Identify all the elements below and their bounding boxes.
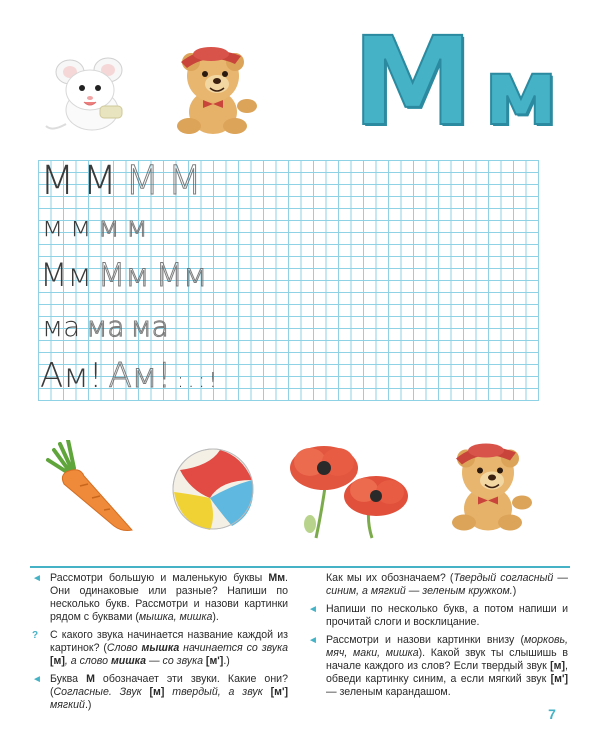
section-divider [30, 566, 570, 568]
practice-letter: м [70, 210, 93, 243]
practice-row-5 [40, 356, 227, 396]
practice-letter-pair: Мм [40, 256, 92, 294]
instruction-text: ). [212, 611, 219, 623]
practice-syllable: ма [42, 310, 81, 343]
practice-letter: м [42, 210, 65, 243]
instruction-text: [м] [50, 655, 65, 667]
practice-letter-traced: М [167, 158, 205, 204]
ball-illustration [170, 446, 256, 532]
practice-letter-traced: м [98, 210, 121, 243]
instruction-text: Слово [106, 642, 142, 654]
practice-letter: М [40, 158, 77, 204]
instruction-text: ) [512, 585, 517, 597]
instruction-text: мышка [141, 642, 180, 654]
teddy-bear-illustration-bottom [440, 434, 540, 539]
instruction-text: твердый, а звук [164, 686, 271, 698]
practice-letter-traced: М [125, 158, 162, 204]
practice-row-4 [42, 310, 175, 343]
mouse-illustration [42, 52, 147, 142]
instruction-text: — зеленым карандашом. [326, 686, 451, 698]
instruction-paragraph [30, 572, 288, 624]
practice-row-3 [40, 256, 213, 294]
instruction-text: начинается со звука [179, 642, 288, 654]
question-marker-icon: ? [32, 630, 39, 641]
instruction-text: Мм [268, 572, 286, 584]
poppies-illustration [286, 440, 416, 540]
instruction-text: . Они одинаковые или разные? Напиши по несколько букв. Рассмотри и назови картинки рядом с буквами ( [50, 572, 288, 623]
instructions-right-column [306, 572, 568, 704]
big-letter-lower: м [483, 39, 559, 146]
page-number: 7 [548, 706, 556, 722]
triangle-marker-icon: ◄ [32, 674, 42, 685]
instruction-text: [м] [149, 686, 165, 698]
instruction-text: обозначает эти звуки. Какие они? ( [50, 673, 288, 698]
instruction-text: Твердый согласный — синим, а мягкий — зеленым кружком. [326, 572, 569, 597]
instruction-text: , обведи картинку синим, а если мягкий звук [326, 660, 568, 685]
instruction-text: мишка [110, 655, 147, 667]
triangle-marker-icon: ◄ [32, 573, 42, 584]
instruction-text: Буква [50, 673, 87, 685]
triangle-marker-icon: ◄ [308, 635, 318, 646]
triangle-marker-icon: ◄ [308, 604, 318, 615]
practice-exclamation: Ам! [40, 356, 103, 396]
writing-practice-grid [38, 160, 539, 401]
practice-letter: М [82, 158, 120, 204]
instruction-text: [м'] [550, 673, 568, 685]
instruction-text: Рассмотри и назови картинки внизу ( [326, 634, 525, 646]
instruction-text: .) [223, 655, 230, 667]
instruction-text: Рассмотри большую и маленькую буквы [50, 572, 269, 584]
instruction-text: [м] [550, 660, 566, 672]
carrot-illustration [40, 440, 140, 535]
instruction-text: С какого звука начинается название каждой из картинок? ( [50, 629, 288, 654]
practice-row-2 [42, 210, 155, 243]
instruction-paragraph [30, 629, 288, 668]
instruction-text: , а слово [64, 655, 111, 667]
instruction-text: Согласные. Звук [53, 686, 150, 698]
practice-row-1 [40, 158, 210, 204]
instruction-text: Напиши по несколько букв, а потом напиши и прочитай слоги и восклицание. [326, 603, 568, 628]
practice-letter-traced: м [126, 210, 149, 243]
instruction-paragraph [306, 572, 568, 598]
teddy-bear-illustration-top [165, 40, 265, 140]
big-letter-upper: М [352, 11, 472, 153]
instruction-text: .) [84, 699, 92, 711]
instruction-text: М [86, 673, 95, 685]
practice-syllable-traced: ма [86, 310, 125, 343]
instruction-text: [м'] [205, 655, 224, 667]
instruction-text: морковь, мяч, маки, мишка [326, 634, 568, 659]
instruction-text: мышка, мишка [138, 611, 213, 623]
practice-exclamation-traced: Ам! [108, 356, 172, 396]
instructions-left-column [30, 572, 288, 717]
big-letters-heading [352, 11, 582, 153]
instruction-text: ). Какой звук ты слышишь в начале каждого из слов? Если твердый звук [326, 647, 568, 672]
practice-letter-pair-traced: Мм [155, 256, 208, 294]
practice-dot-guide: :.:! [177, 368, 221, 392]
instruction-text: [м'] [270, 686, 288, 698]
instruction-paragraph [306, 603, 568, 629]
practice-letter-pair-traced: Мм [97, 256, 150, 294]
instruction-text: Как мы их обозначаем? ( [326, 572, 454, 584]
instruction-text: — со звука [146, 655, 206, 667]
instruction-text: мягкий [50, 699, 85, 711]
instruction-paragraph [30, 673, 288, 712]
instruction-paragraph [306, 634, 568, 699]
practice-syllable-traced: ма [130, 310, 169, 343]
